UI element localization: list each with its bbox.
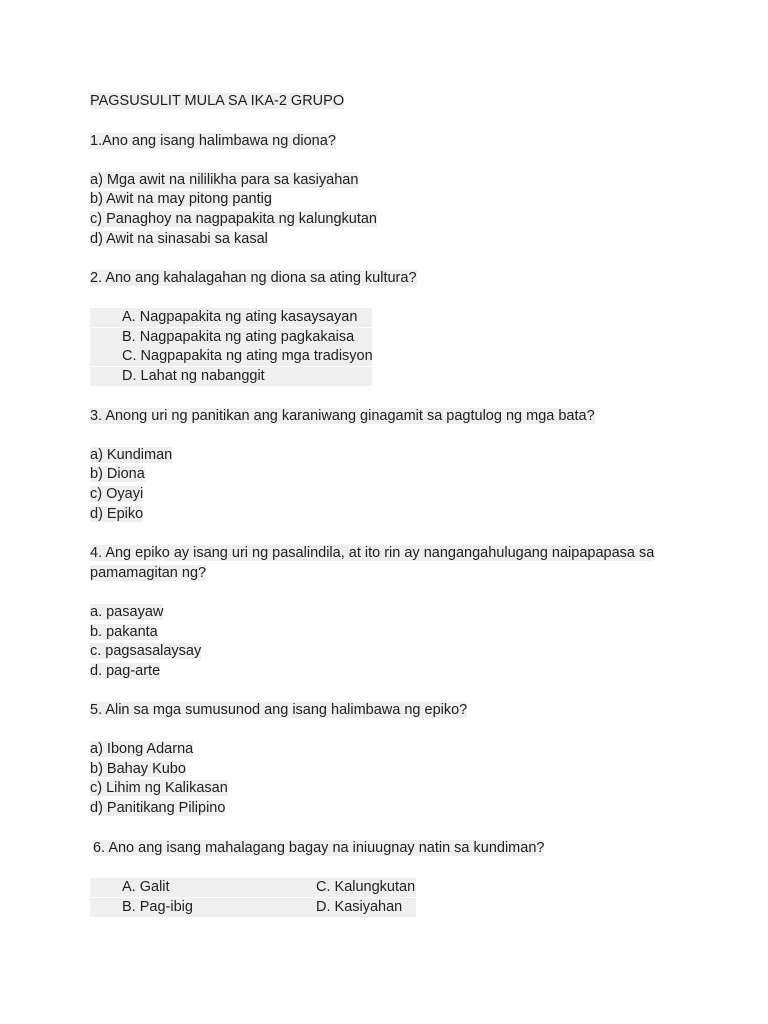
question-4-option-c: c. pagsasalaysay (90, 643, 202, 659)
question-5-option-b: b) Bahay Kubo (90, 761, 186, 777)
question-6-option-b: B. Pag-ibig (122, 899, 193, 915)
question-6: 6. Ano ang isang mahalagang bagay na iniuugnay natin sa kundiman? (93, 840, 545, 856)
question-2-option-a: A. Nagpapakita ng ating kasaysayan (90, 308, 372, 327)
question-6-row-2 (90, 898, 416, 917)
question-4-option-b: b. pakanta (90, 624, 158, 640)
question-4-line-2: pamamagitan ng? (90, 565, 207, 581)
question-5: 5. Alin sa mga sumusunod ang isang halimbawa ng epiko? (90, 702, 468, 718)
question-4-line-1: 4. Ang epiko ay isang uri ng pasalindila, at ito rin ay nangangahulugang naipapapasa sa (90, 545, 655, 561)
question-3-option-c: c) Oyayi (90, 486, 144, 502)
question-5-option-d: d) Panitikang Pilipino (90, 800, 226, 816)
question-5-option-c: c) Lihim ng Kalikasan (90, 780, 228, 796)
question-1-option-b: b) Awit na may pitong pantig (90, 191, 272, 207)
question-2-option-b: B. Nagpapakita ng ating pagkakaisa (90, 328, 372, 347)
question-4-option-d: d. pag-arte (90, 663, 161, 679)
question-4-option-a: a. pasayaw (90, 604, 164, 620)
question-5-option-a: a) Ibong Adarna (90, 741, 194, 757)
question-2-option-d: D. Lahat ng nabanggit (90, 367, 372, 386)
quiz-title: PAGSUSULIT MULA SA IKA-2 GRUPO (90, 93, 345, 109)
question-6-row-1 (90, 878, 416, 897)
question-3-option-b: b) Diona (90, 466, 145, 482)
question-3-option-d: d) Epiko (90, 506, 144, 522)
question-6-option-a: A. Galit (122, 879, 170, 895)
question-3: 3. Anong uri ng panitikan ang karaniwang ginagamit sa pagtulog ng mga bata? (90, 408, 595, 424)
question-6-option-d: D. Kasiyahan (316, 899, 403, 915)
question-3-option-a: a) Kundiman (90, 447, 173, 463)
question-1: 1.Ano ang isang halimbawa ng diona? (90, 133, 336, 149)
question-2-option-c: C. Nagpapakita ng ating mga tradisyon (90, 347, 372, 366)
question-6-option-c: C. Kalungkutan (316, 879, 416, 895)
question-1-option-a: a) Mga awit na nililikha para sa kasiyahan (90, 172, 359, 188)
question-1-option-d: d) Awit na sinasabi sa kasal (90, 231, 268, 247)
question-1-option-c: c) Panaghoy na nagpapakita ng kalungkutan (90, 211, 377, 227)
question-2: 2. Ano ang kahalagahan ng diona sa ating kultura? (90, 270, 417, 286)
